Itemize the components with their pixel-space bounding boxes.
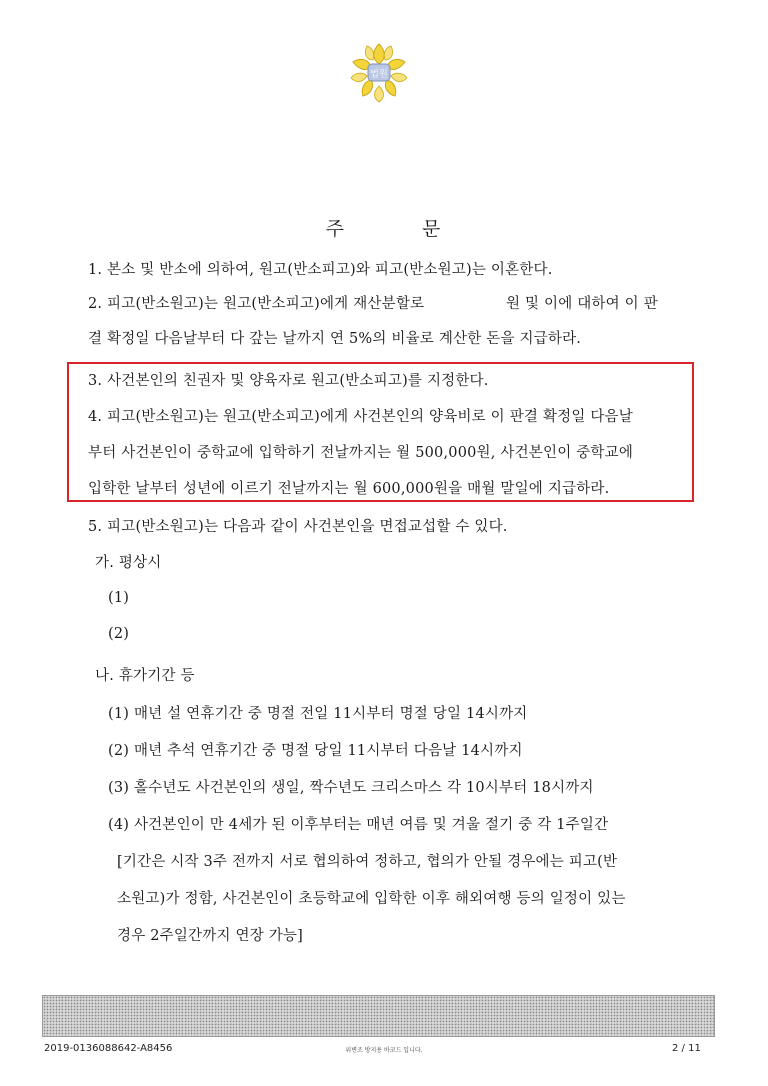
order-item-1: 1. 본소 및 반소에 의하여, 원고(반소피고)와 피고(반소원고)는 이혼한다. — [88, 262, 553, 278]
heading-char-right: 문 — [422, 218, 443, 240]
barcode-notice: 위변조 방지용 바코드 입니다. — [345, 1047, 423, 1054]
subsection-na: 나. 휴가기간 등 — [95, 668, 195, 684]
subitem-na-2: (2) 매년 추석 연휴기간 중 명절 당일 11시부터 다음날 14시까지 — [108, 743, 523, 759]
document-heading — [0, 214, 768, 241]
order-item-3: 3. 사건본인의 친권자 및 양육자로 원고(반소피고)를 지정한다. — [88, 373, 489, 389]
subitem-na-4-note-1: [기간은 시작 3주 전까지 서로 협의하여 정하고, 협의가 안될 경우에는 피고(반 — [117, 854, 618, 870]
subitem-ga-2: (2) — [108, 626, 130, 642]
order-item-5: 5. 피고(반소원고)는 다음과 같이 사건본인을 면접교섭할 수 있다. — [88, 519, 508, 535]
order-item-2: 2. 피고(반소원고)는 원고(반소피고)에게 재산분할로 — [88, 296, 425, 312]
subitem-na-4-note-2: 소원고)가 정함, 사건본인이 초등학교에 입학한 이후 해외여행 등의 일정이 있는 — [117, 891, 626, 907]
court-emblem-icon — [347, 40, 411, 104]
order-item-4-line3: 입학한 날부터 성년에 이르기 전날까지는 월 600,000원을 매월 말일에 지급하라. — [88, 481, 610, 497]
emblem-label: 법원 — [370, 69, 388, 80]
subitem-na-1: (1) 매년 설 연휴기간 중 명절 전일 11시부터 명절 당일 14시까지 — [108, 706, 528, 722]
subsection-ga: 가. 평상시 — [95, 555, 162, 571]
subitem-na-4: (4) 사건본인이 만 4세가 된 이후부터는 매년 여름 및 겨울 절기 중 각 1주일간 — [108, 817, 609, 833]
anti-forgery-barcode — [42, 995, 715, 1037]
subitem-na-4-note-3: 경우 2주일간까지 연장 가능] — [117, 928, 303, 944]
order-item-2-line2: 결 확정일 다음날부터 다 갚는 날까지 연 5%의 비율로 계산한 돈을 지급하라. — [88, 331, 582, 347]
order-item-2-cont: 원 및 이에 대하여 이 판 — [506, 296, 658, 312]
page-number: 2 / 11 — [672, 1043, 701, 1054]
subitem-ga-1: (1) — [108, 590, 130, 606]
heading-char-left: 주 — [325, 218, 346, 240]
order-item-4: 4. 피고(반소원고)는 원고(반소피고)에게 사건본인의 양육비로 이 판결 확정일 다음날 — [88, 409, 633, 425]
document-id: 2019-0136088642-A8456 — [44, 1043, 173, 1054]
subitem-na-3: (3) 홀수년도 사건본인의 생일, 짝수년도 크리스마스 각 10시부터 18시까지 — [108, 780, 594, 796]
order-item-4-line2: 부터 사건본인이 중학교에 입학하기 전날까지는 월 500,000원, 사건본인이 중학교에 — [88, 445, 634, 461]
